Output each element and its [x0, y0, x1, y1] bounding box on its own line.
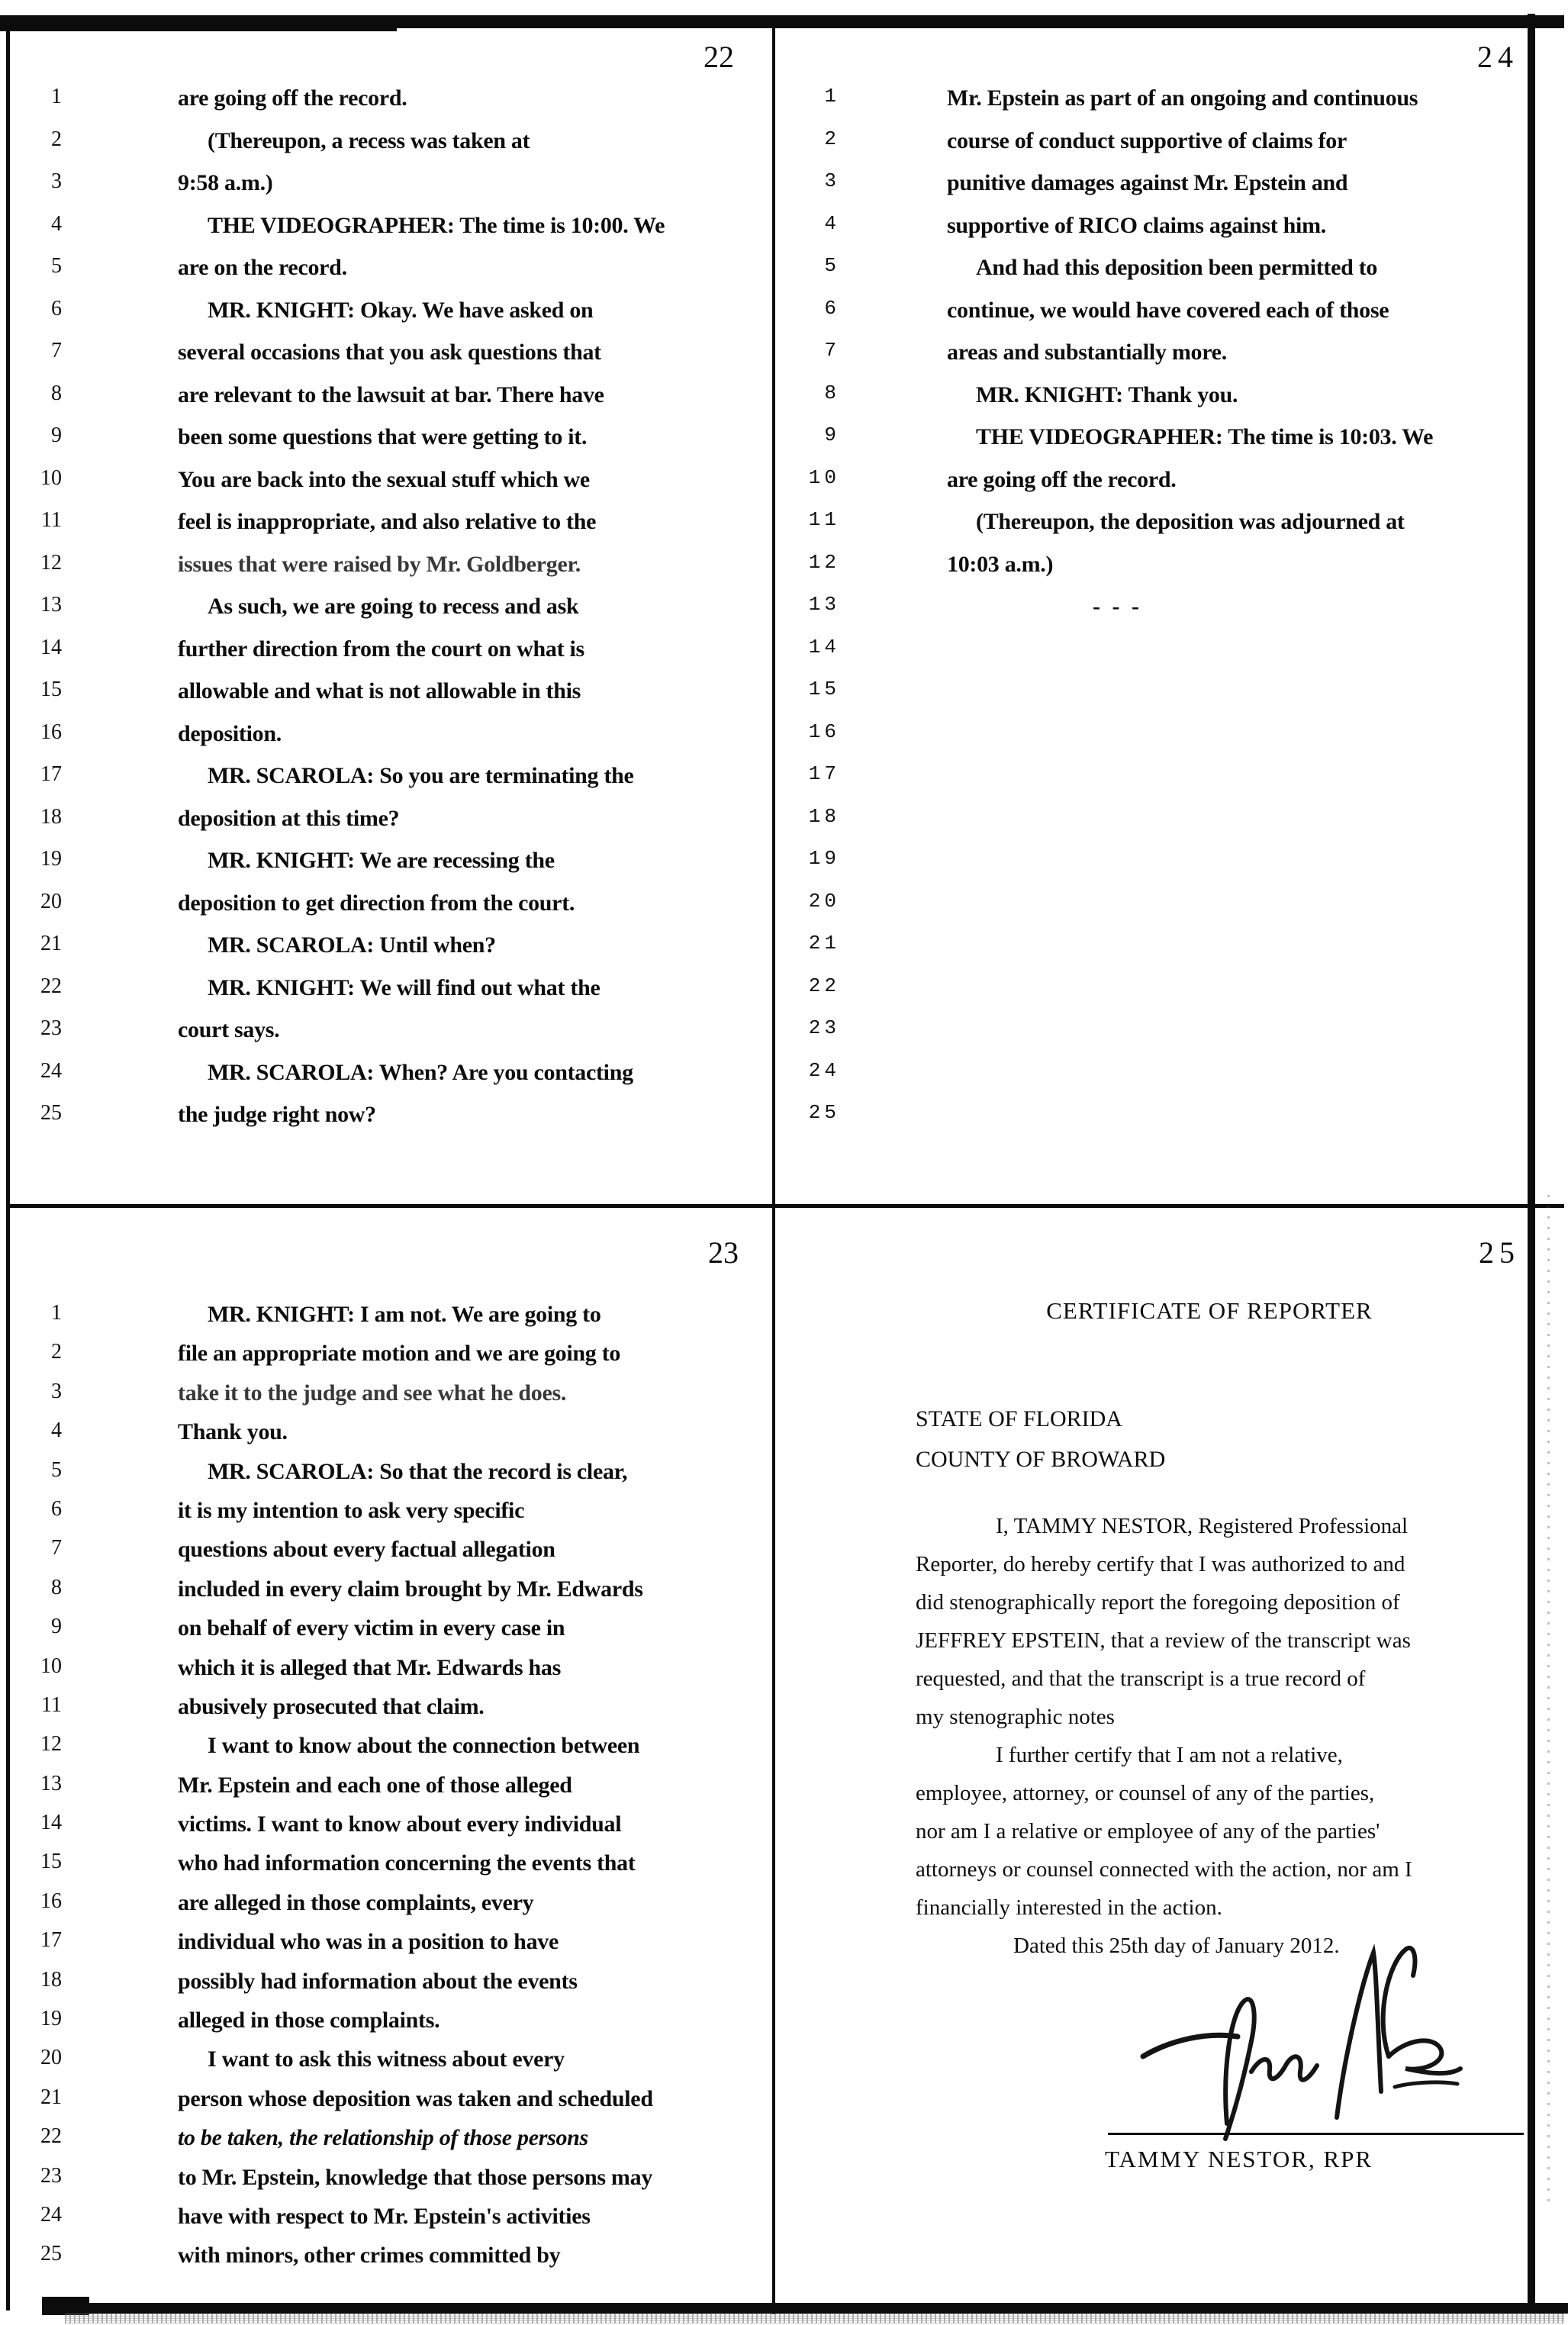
- line-number: 1: [51, 1301, 62, 1325]
- transcript-line: [27, 128, 763, 171]
- line-number: 15: [40, 678, 62, 701]
- line-number: 13: [40, 1771, 62, 1795]
- transcript-line: [805, 424, 1522, 467]
- reporter-name: TAMMY NESTOR, RPR: [1105, 2146, 1373, 2172]
- transcript-line: [27, 255, 763, 298]
- transcript-line-text: As such, we are going to recess and ask: [208, 594, 579, 619]
- transcript-line-text: to be taken, the relationship of those persons: [178, 2125, 588, 2151]
- transcript-line-text: MR. KNIGHT: Okay. We have asked on: [208, 297, 594, 323]
- transcript-line-text: supportive of RICO claims against him.: [947, 212, 1326, 238]
- line-number: 1: [824, 85, 840, 108]
- transcript-line-text: further direction from the court on what is: [178, 636, 584, 662]
- transcript-line: [27, 848, 763, 890]
- line-number: 12: [808, 550, 840, 574]
- line-number: 1: [51, 85, 62, 108]
- scan-noise-strip: [65, 2314, 1564, 2323]
- transcript-line-text: who had information concerning the events that: [178, 1850, 636, 1876]
- transcript-line-text: And had this deposition been permitted to: [976, 255, 1378, 280]
- line-number: 11: [808, 508, 840, 531]
- transcript-line: [27, 932, 763, 975]
- transcript-line: [27, 1341, 763, 1380]
- transcript-line: [805, 509, 1522, 552]
- transcript-line-text: individual who was in a position to have: [178, 1929, 559, 1955]
- line-number: 4: [824, 211, 840, 235]
- line-number: 20: [808, 889, 840, 913]
- transcript-line-text: abusively prosecuted that claim.: [178, 1693, 485, 1719]
- transcript-line: [27, 552, 763, 594]
- line-number: 22: [40, 2124, 62, 2149]
- transcript-line: [27, 1615, 763, 1654]
- transcript-line: [27, 1773, 763, 1811]
- transcript-line: [805, 636, 1522, 679]
- transcript-line-text: MR. SCAROLA: So you are terminating the: [208, 763, 634, 788]
- certificate-body-line: JEFFREY EPSTEIN, that a review of the transcript was: [916, 1628, 1411, 1653]
- transcript-line: [805, 806, 1522, 849]
- signature-ink: [1137, 1942, 1465, 2144]
- transcript-line-text: to Mr. Epstein, knowledge that those persons may: [178, 2164, 653, 2190]
- line-number: 17: [808, 762, 840, 785]
- transcript-line: [27, 1060, 763, 1103]
- transcript-line-text: court says.: [178, 1017, 280, 1042]
- transcript-line-text: file an appropriate motion and we are going to: [178, 1341, 621, 1367]
- line-number: 25: [808, 1101, 840, 1124]
- line-number: 24: [40, 1058, 62, 1083]
- transcript-line-text: course of conduct supportive of claims for: [947, 127, 1347, 153]
- transcript-line: [805, 1060, 1522, 1103]
- line-number: 21: [40, 2085, 62, 2109]
- left-border-rule: [6, 21, 10, 2311]
- transcript-line-text: (Thereupon, a recess was taken at: [208, 127, 530, 153]
- transcript-line: [805, 890, 1522, 933]
- transcript-line: [27, 382, 763, 425]
- transcript-line: [27, 2046, 763, 2085]
- transcript-line: [27, 1498, 763, 1537]
- certificate-heading: CERTIFICATE OF REPORTER: [1046, 1297, 1373, 1324]
- certificate-body-line: financially interested in the action.: [916, 1895, 1222, 1920]
- transcript-line: [805, 594, 1522, 636]
- certificate-body: [916, 1514, 1526, 1972]
- transcript-line-text: the judge right now?: [178, 1102, 376, 1127]
- transcript-line-text: Mr. Epstein as part of an ongoing and continuous: [947, 85, 1418, 111]
- transcript-line: [27, 2243, 763, 2282]
- transcript-lines: [27, 1302, 763, 2282]
- transcript-line-text: Mr. Epstein and each one of those alleged: [178, 1772, 572, 1798]
- certificate-body-line: I further certify that I am not a relative,: [996, 1743, 1343, 1767]
- line-number: 14: [40, 635, 62, 659]
- transcript-line-text: questions about every factual allegation: [178, 1537, 555, 1563]
- certificate-body-line: employee, attorney, or counsel of any of the parties,: [916, 1781, 1375, 1805]
- line-number: 13: [40, 593, 62, 617]
- line-number: 2: [51, 1340, 62, 1364]
- transcript-line: [805, 340, 1522, 382]
- transcript-line-text: allowable and what is not allowable in this: [178, 678, 581, 704]
- line-number: 8: [51, 381, 62, 405]
- transcript-line: [27, 721, 763, 764]
- line-number: 24: [808, 1058, 840, 1082]
- transcript-line-text: possibly had information about the events: [178, 1968, 578, 1994]
- line-number: 14: [40, 1811, 62, 1835]
- transcript-line: [27, 594, 763, 636]
- transcript-line: [27, 1694, 763, 1733]
- transcript-line-text: areas and substantially more.: [947, 340, 1227, 365]
- scan-edge-speckle: [1547, 1194, 1550, 2201]
- transcript-line: [27, 1102, 763, 1145]
- transcript-line: [27, 1017, 763, 1060]
- line-number: 23: [40, 2163, 62, 2188]
- line-number: 11: [41, 508, 62, 532]
- transcript-line: [27, 890, 763, 933]
- transcript-line-text: MR. SCAROLA: So that the record is clear,: [208, 1458, 628, 1484]
- transcript-line: [805, 85, 1522, 128]
- transcript-line-text: MR. KNIGHT: We are recessing the: [208, 848, 555, 873]
- transcript-line-text: issues that were raised by Mr. Goldberger.: [178, 551, 581, 577]
- transcript-line: [805, 467, 1522, 510]
- transcript-line: [27, 170, 763, 213]
- line-number: 22: [40, 974, 62, 998]
- transcript-line: [27, 1850, 763, 1889]
- transcript-line: [27, 636, 763, 679]
- transcript-line: [27, 975, 763, 1018]
- line-number: 17: [40, 762, 62, 786]
- transcript-line-text: are relevant to the lawsuit at bar. There have: [178, 382, 604, 407]
- transcript-line-text: You are back into the sexual stuff which we: [178, 466, 590, 492]
- line-number: 2: [824, 127, 840, 150]
- transcript-line-text: take it to the judge and see what he does.: [178, 1380, 567, 1406]
- transcript-line: [27, 1537, 763, 1576]
- transcript-line-text: 10:03 a.m.): [947, 551, 1054, 577]
- line-number: 3: [824, 169, 840, 192]
- transcript-line: [27, 2008, 763, 2046]
- transcript-line-text: on behalf of every victim in every case in: [178, 1615, 565, 1641]
- transcript-lines: [27, 85, 763, 1145]
- transcript-line-text: I want to ask this witness about every: [208, 2046, 565, 2072]
- transcript-line: [27, 1576, 763, 1615]
- line-number: 2: [51, 127, 62, 151]
- transcript-line: [27, 763, 763, 806]
- transcript-line: [27, 340, 763, 382]
- line-number: 21: [40, 932, 62, 955]
- transcript-line: [805, 975, 1522, 1018]
- line-number: 3: [51, 1379, 62, 1403]
- line-number: 6: [51, 1496, 62, 1521]
- line-number: 10: [40, 465, 62, 490]
- certificate-body-line: my stenographic notes: [916, 1705, 1115, 1729]
- line-number: 20: [40, 889, 62, 913]
- line-number: 19: [40, 847, 62, 871]
- transcript-line-text: with minors, other crimes committed by: [178, 2243, 561, 2269]
- transcript-line: [27, 1929, 763, 1968]
- line-number: 7: [824, 339, 840, 362]
- transcript-line: [27, 678, 763, 721]
- transcript-line-text: several occasions that you ask questions that: [178, 340, 601, 365]
- line-number: 19: [808, 847, 840, 870]
- transcript-line: [805, 1017, 1522, 1060]
- transcript-line-text: deposition at this time?: [178, 805, 400, 831]
- line-number: 22: [808, 974, 840, 997]
- transcript-line: [805, 552, 1522, 594]
- transcript-line: [27, 1733, 763, 1772]
- transcript-line-text: (Thereupon, the deposition was adjourned at: [976, 509, 1405, 534]
- line-number: 7: [51, 339, 62, 362]
- line-number: 5: [51, 254, 62, 278]
- top-border-step: [0, 26, 397, 31]
- line-number: 6: [51, 296, 62, 320]
- transcript-line: [805, 721, 1522, 764]
- certificate-body-line: Dated this 25th day of January 2012.: [1013, 1934, 1340, 1958]
- line-number: 12: [40, 1732, 62, 1757]
- line-number: 9: [51, 1615, 62, 1639]
- transcript-line: [805, 932, 1522, 975]
- transcript-line: [27, 2165, 763, 2204]
- transcript-line-text: deposition.: [178, 720, 282, 746]
- line-number: 15: [808, 678, 840, 700]
- center-divider-rule: [772, 28, 775, 2314]
- transcript-line-text: which it is alleged that Mr. Edwards has: [178, 1654, 561, 1680]
- transcript-line: [27, 1811, 763, 1850]
- transcript-line-text: are going off the record.: [947, 466, 1177, 492]
- line-number: 7: [51, 1536, 62, 1560]
- transcript-line-text: deposition to get direction from the court.: [178, 890, 575, 916]
- transcript-line: [27, 2204, 763, 2243]
- line-number: 15: [40, 1850, 62, 1874]
- signature-line: [1108, 2133, 1524, 2135]
- transcript-line: [27, 424, 763, 467]
- line-number: 23: [808, 1016, 840, 1039]
- transcript-line-text: been some questions that were getting to it.: [178, 424, 588, 449]
- bottom-corner-blob: [42, 2297, 89, 2315]
- line-number: 6: [824, 296, 840, 320]
- transcript-line: [805, 170, 1522, 213]
- page-number: 23: [708, 1235, 739, 1270]
- line-number: 4: [51, 211, 62, 236]
- transcript-line-text: feel is inappropriate, and also relative to the: [178, 509, 597, 534]
- transcript-line-text: Thank you.: [178, 1419, 288, 1445]
- transcript-line: [27, 1459, 763, 1498]
- certificate-body-line: requested, and that the transcript is a true record of: [916, 1666, 1366, 1691]
- transcript-line: [27, 1890, 763, 1929]
- transcript-line-text: it is my intention to ask very specific: [178, 1497, 525, 1523]
- line-number: 3: [51, 169, 62, 193]
- line-number: 10: [40, 1654, 62, 1678]
- horizontal-divider-rule: [8, 1204, 1564, 1208]
- transcript-line: [805, 848, 1522, 890]
- line-number: 9: [824, 423, 840, 446]
- transcript-line-text: MR. KNIGHT: We will find out what the: [208, 974, 600, 1000]
- certificate-body-line: nor am I a relative or employee of any of the parties': [916, 1819, 1380, 1844]
- certificate-county-line: COUNTY OF BROWARD: [916, 1447, 1166, 1472]
- line-number: 8: [51, 1575, 62, 1599]
- transcript-line-text: have with respect to Mr. Epstein's activities: [178, 2203, 591, 2229]
- transcript-line: [27, 213, 763, 256]
- certificate-body-line: I, TAMMY NESTOR, Registered Professional: [996, 1514, 1409, 1538]
- line-number: 8: [824, 381, 840, 404]
- line-number: 24: [40, 2202, 62, 2227]
- transcript-line: [27, 1969, 763, 2008]
- right-border-rule: [1528, 14, 1535, 2312]
- transcript-lines: [805, 85, 1522, 1145]
- line-number: 25: [40, 1101, 62, 1125]
- transcript-line: [805, 298, 1522, 340]
- transcript-line: [27, 85, 763, 128]
- line-number: 23: [40, 1016, 62, 1040]
- transcript-line-text: MR. KNIGHT: Thank you.: [976, 382, 1238, 407]
- certificate-body-line: did stenographically report the foregoing deposition of: [916, 1590, 1400, 1615]
- transcript-line-text: 9:58 a.m.): [178, 170, 273, 195]
- page-number: 25: [1479, 1235, 1520, 1270]
- line-number: 19: [40, 2007, 62, 2031]
- transcript-line-text: MR. SCAROLA: When? Are you contacting: [208, 1059, 633, 1085]
- line-number: 25: [40, 2242, 62, 2266]
- page-number: 22: [704, 40, 734, 74]
- transcript-line: [805, 763, 1522, 806]
- transcript-line-text: victims. I want to know about every individual: [178, 1811, 622, 1837]
- line-number: 17: [40, 1928, 62, 1953]
- certificate-body-line: Reporter, do hereby certify that I was authorized to and: [916, 1552, 1405, 1576]
- transcript-line-text: MR. KNIGHT: I am not. We are going to: [208, 1302, 601, 1327]
- transcript-line: [805, 678, 1522, 721]
- line-number: 10: [808, 465, 840, 489]
- line-number: 13: [808, 593, 840, 616]
- transcript-line-text: THE VIDEOGRAPHER: The time is 10:00. We: [208, 212, 665, 238]
- line-number: 18: [40, 1967, 62, 1992]
- line-number: 16: [808, 720, 840, 743]
- transcript-line-text: I want to know about the connection between: [208, 1733, 640, 1759]
- transcript-line-text: continue, we would have covered each of those: [947, 297, 1389, 323]
- transcript-line: [27, 2086, 763, 2125]
- line-number: 18: [40, 804, 62, 829]
- transcript-line: [27, 1380, 763, 1419]
- transcript-line: [805, 255, 1522, 298]
- certificate-body-line: attorneys or counsel connected with the action, nor am I: [916, 1857, 1412, 1882]
- transcript-line: [27, 1655, 763, 1694]
- line-number: 5: [51, 1457, 62, 1482]
- transcript-line-text: MR. SCAROLA: Until when?: [208, 932, 496, 958]
- transcript-line: [27, 298, 763, 340]
- line-number: 11: [41, 1692, 62, 1717]
- line-number: 9: [51, 423, 62, 447]
- transcript-line-text: alleged in those complaints.: [178, 2008, 440, 2034]
- transcript-line: [805, 213, 1522, 256]
- certificate-state-line: STATE OF FLORIDA: [916, 1406, 1122, 1431]
- line-number: 12: [40, 550, 62, 575]
- transcript-line: [27, 1302, 763, 1341]
- transcript-line: [805, 382, 1522, 425]
- transcript-line-text: are going off the record.: [178, 85, 407, 111]
- transcript-line-text: included in every claim brought by Mr. Edwards: [178, 1576, 643, 1602]
- transcript-line: [27, 467, 763, 510]
- transcript-line: [27, 806, 763, 849]
- transcript-line-text: - - -: [1093, 594, 1142, 619]
- transcript-line: [805, 1102, 1522, 1145]
- page-number: 24: [1477, 40, 1518, 74]
- line-number: 18: [808, 804, 840, 828]
- transcript-line-text: THE VIDEOGRAPHER: The time is 10:03. We: [976, 424, 1434, 449]
- line-number: 16: [40, 720, 62, 744]
- transcript-line-text: are alleged in those complaints, every: [178, 1889, 534, 1915]
- line-number: 16: [40, 1889, 62, 1913]
- transcript-line-text: person whose deposition was taken and scheduled: [178, 2085, 653, 2111]
- line-number: 21: [808, 932, 840, 955]
- transcript-line: [27, 509, 763, 552]
- line-number: 14: [808, 635, 840, 659]
- transcript-line: [805, 128, 1522, 171]
- transcript-line-text: punitive damages against Mr. Epstein and: [947, 170, 1348, 195]
- line-number: 20: [40, 2046, 62, 2070]
- line-number: 5: [824, 254, 840, 277]
- transcript-line: [27, 2125, 763, 2164]
- transcript-line-text: are on the record.: [178, 255, 347, 280]
- line-number: 4: [51, 1419, 62, 1443]
- bottom-border-rule: [42, 2303, 1568, 2314]
- transcript-line: [27, 1419, 763, 1458]
- reporter-signature: [1137, 1942, 1465, 2144]
